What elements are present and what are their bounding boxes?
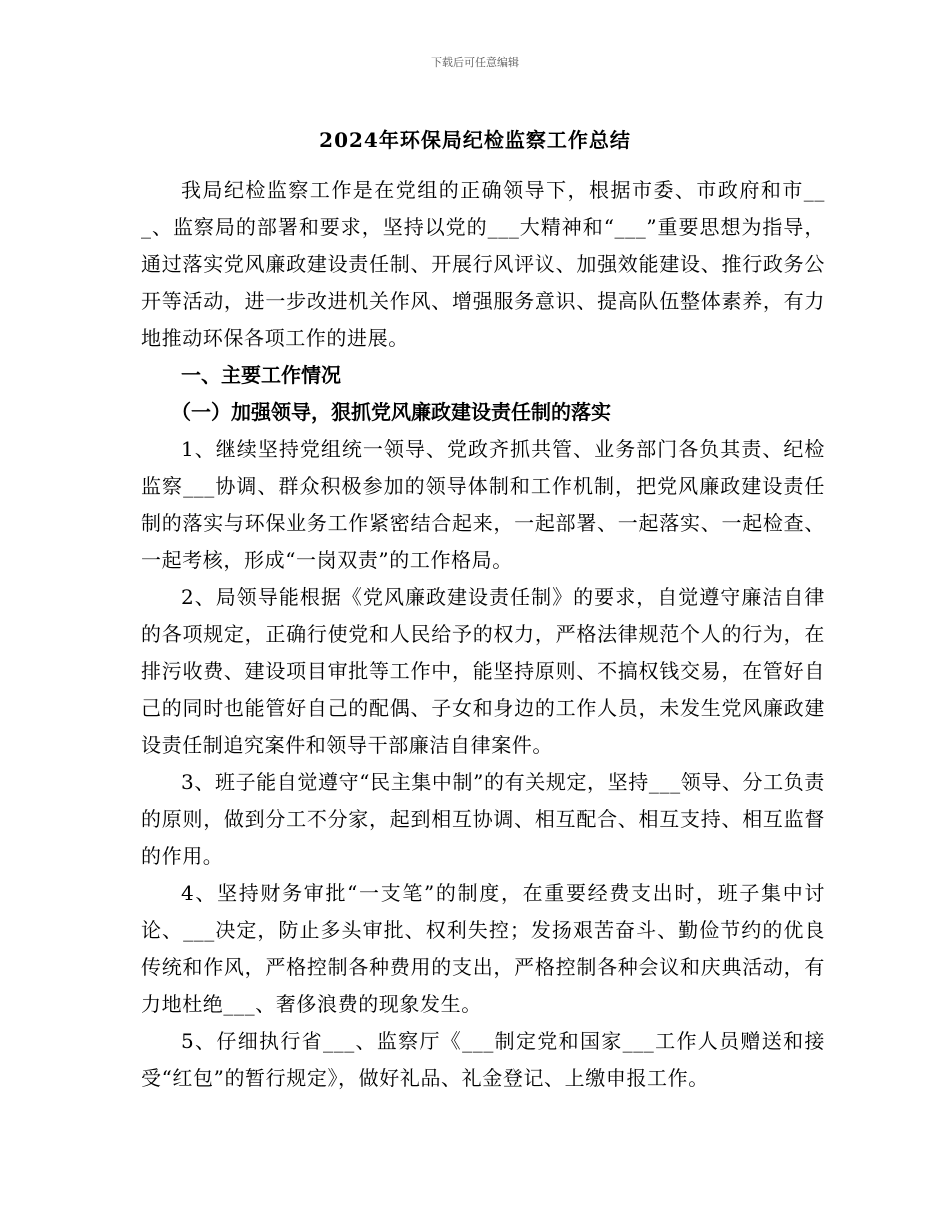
section-heading: 一、主要工作情况 xyxy=(181,363,341,387)
paragraph-1: 1、继续坚持党组统一领导、党政齐抓共管、业务部门各负其责、纪检监察___协调、群众积极参加的领导体制和工作机制，把党风廉政建设责任制的落实与环保业务工作紧密结合起来，一起部署、一起落实、一起检查、一起考核，形成“一岗双责”的工作格局。 xyxy=(141,437,825,572)
paragraph-4: 4、坚持财务审批“一支笔”的制度，在重要经费支出时，班子集中讨论、___决定，防止多头审批、权利失控；发扬艰苦奋斗、勤俭节约的优良传统和作风，严格控制各种费用的支出，严格控制各种会议和庆典活动，有力地杜绝___、奢侈浪费的现象发生。 xyxy=(141,881,825,1016)
subsection-heading: （一）加强领导，狠抓党风廉政建设责任制的落实 xyxy=(171,400,611,424)
paragraph-5: 5、仔细执行省___、监察厅《___制定党和国家___工作人员赠送和接受“红包”的暂行规定》，做好礼品、礼金登记、上缴申报工作。 xyxy=(141,1029,825,1090)
paragraph-3: 3、班子能自觉遵守“民主集中制”的有关规定，坚持___领导、分工负责的原则，做到分工不分家，起到相互协调、相互配合、相互支持、相互监督的作用。 xyxy=(141,770,825,868)
paragraph-2: 2、局领导能根据《党风廉政建设责任制》的要求，自觉遵守廉洁自律的各项规定，正确行使党和人民给予的权力，严格法律规范个人的行为，在排污收费、建设项目审批等工作中，能坚持原则、不搞权钱交易，在管好自己的同时也能管好自己的配偶、子女和身边的工作人员，未发生党风廉政建设责任制追究案件和领导干部廉洁自律案件。 xyxy=(141,585,825,757)
page-header-note: 下载后可任意编辑 xyxy=(431,56,519,69)
document-body xyxy=(141,172,825,1097)
document-title: 2024年环保局纪检监察工作总结 xyxy=(319,128,631,152)
intro-paragraph: 我局纪检监察工作是在党组的正确领导下，根据市委、市政府和市___、监察局的部署和要求，坚持以党的___大精神和“___”重要思想为指导，通过落实党风廉政建设责任制、开展行风评议、加强效能建设、推行政务公开等活动，进一步改进机关作风、增强服务意识、提高队伍整体素养，有力地推动环保各项工作的进展。 xyxy=(141,178,825,350)
